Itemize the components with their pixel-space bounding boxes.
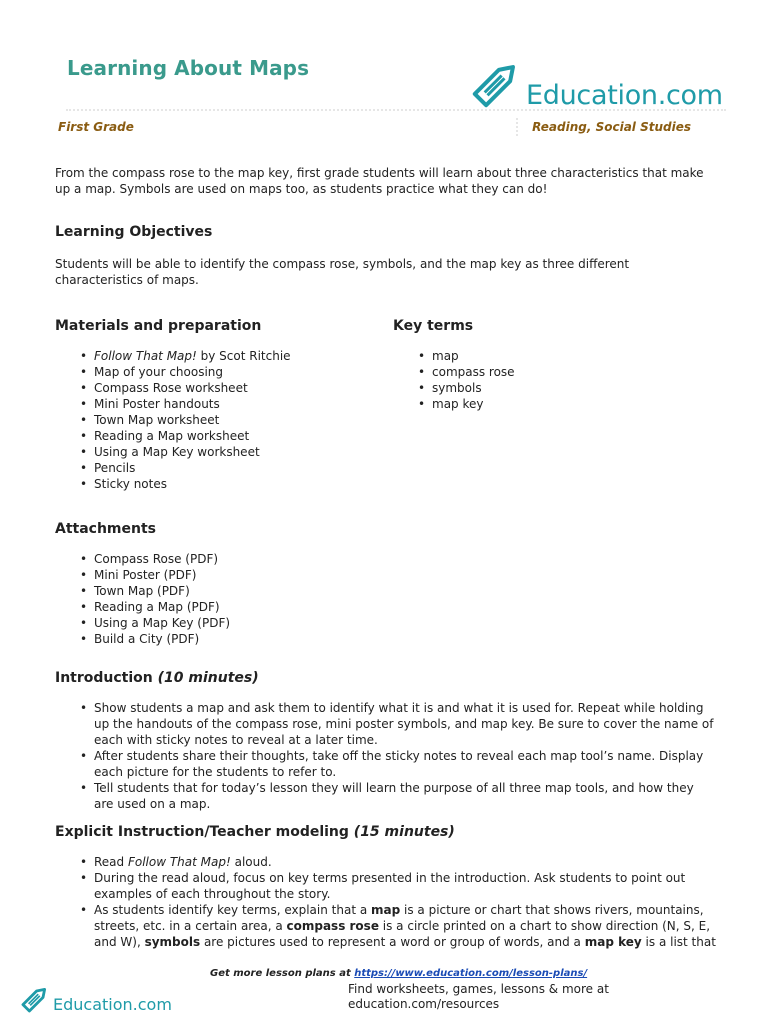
footer-resources-text [348, 982, 648, 1012]
lesson-plans-link[interactable]: https://www.education.com/lesson-plans/ [354, 968, 588, 979]
list-item-text: Read [94, 855, 128, 869]
footer-find-line: Find worksheets, games, lessons & more at [348, 982, 609, 996]
attachment-link[interactable]: • Build a City (PDF) [94, 631, 414, 647]
list-item: • Show students a map and ask them to identify what it is and what it is used for. Repeat while holding up the handouts of the compass rose, mini poster symbols, and map key. Be sure to cover the name of each with sticky notes to reveal at a later time. [94, 700, 716, 748]
attachment-link[interactable]: • Using a Map Key (PDF) [94, 615, 414, 631]
book-title: Follow That Map! [94, 349, 197, 363]
objectives-heading: Learning Objectives [55, 224, 213, 240]
introduction-list [55, 700, 716, 812]
list-item: • Tell students that for today’s lesson they will learn the purpose of all three map tools, and how they are used on a map. [94, 780, 716, 812]
heading-text: Explicit Instruction/Teacher modeling [55, 824, 349, 840]
explicit-instruction-list [55, 854, 716, 950]
list-item: • map key [432, 396, 732, 412]
list-item: • After students share their thoughts, take off the sticky notes to reveal each map tool’s name. Display each picture for the students to refer to. [94, 748, 716, 780]
key-term: map [371, 903, 401, 917]
logo-text: Education.com [526, 80, 723, 111]
subjects-label: Reading, Social Studies [532, 120, 691, 134]
key-term: compass rose [286, 919, 379, 933]
header-divider [66, 109, 726, 111]
page-title: Learning About Maps [67, 56, 310, 80]
attachment-link[interactable]: • Mini Poster (PDF) [94, 567, 414, 583]
intro-paragraph: From the compass rose to the map key, first grade students will learn about three characteristics that make up a map. Symbols are used on maps too, as students practice what they can do! [55, 166, 704, 196]
footer-cta-text: Get more lesson plans at [210, 968, 355, 979]
list-item-text: is a list that [641, 935, 716, 949]
pencil-logo-icon [466, 54, 526, 114]
pencil-logo-icon [18, 982, 52, 1016]
key-term: symbols [144, 935, 201, 949]
list-item-text: is a circle printed on a chart to show direction (N, S, E, and W), [94, 919, 711, 949]
list-item [94, 854, 716, 870]
list-item: • symbols [432, 380, 732, 396]
attachments-list [55, 551, 414, 647]
heading-text: Introduction [55, 670, 153, 686]
list-item-text: aloud. [230, 855, 272, 869]
list-item [94, 348, 414, 364]
introduction-heading [55, 670, 259, 686]
list-item: • Map of your choosing [94, 364, 414, 380]
objectives-text: Students will be able to identify the compass rose, symbols, and the map key as three different characteristics of maps. [55, 257, 630, 287]
attachment-link[interactable]: • Town Map (PDF) [94, 583, 414, 599]
education-logo[interactable] [466, 54, 726, 114]
materials-heading: Materials and preparation [55, 318, 262, 334]
list-item-text: by Scot Ritchie [196, 349, 291, 363]
list-item: • map [432, 348, 732, 364]
footer-logo-text: Education.com [53, 995, 172, 1014]
list-item-text: As students identify key terms, explain that a [94, 903, 372, 917]
list-item [94, 902, 716, 950]
list-item: • Compass Rose worksheet [94, 380, 414, 396]
grade-label: First Grade [58, 120, 134, 134]
book-title: Follow That Map! [127, 855, 231, 869]
footer-education-logo[interactable] [18, 982, 178, 1016]
list-item: • Pencils [94, 460, 414, 476]
list-item-text: is a picture or chart that shows rivers, mountains, streets, etc. in a certain area, a [94, 903, 704, 933]
footer-cta [210, 968, 587, 979]
list-item: • Reading a Map worksheet [94, 428, 414, 444]
materials-list [55, 348, 414, 492]
footer-resources-link[interactable]: education.com/resources [348, 997, 500, 1011]
list-item-text: are pictures used to represent a word or group of words, and a [200, 935, 585, 949]
attachment-link[interactable]: • Compass Rose (PDF) [94, 551, 414, 567]
duration-label: (10 minutes) [157, 670, 259, 686]
attachment-link[interactable]: • Reading a Map (PDF) [94, 599, 414, 615]
list-item: • Using a Map Key worksheet [94, 444, 414, 460]
list-item: • Mini Poster handouts [94, 396, 414, 412]
list-item: • Town Map worksheet [94, 412, 414, 428]
header-vertical-divider [516, 118, 518, 136]
key-terms-list [393, 348, 732, 412]
list-item: • compass rose [432, 364, 732, 380]
key-terms-heading: Key terms [393, 318, 474, 334]
duration-label: (15 minutes) [353, 824, 455, 840]
attachments-heading: Attachments [55, 521, 157, 537]
key-term: map key [584, 935, 642, 949]
explicit-instruction-heading [55, 824, 455, 840]
list-item: • Sticky notes [94, 476, 414, 492]
list-item: • During the read aloud, focus on key terms presented in the introduction. Ask students to point out examples of each throughout the story. [94, 870, 716, 902]
